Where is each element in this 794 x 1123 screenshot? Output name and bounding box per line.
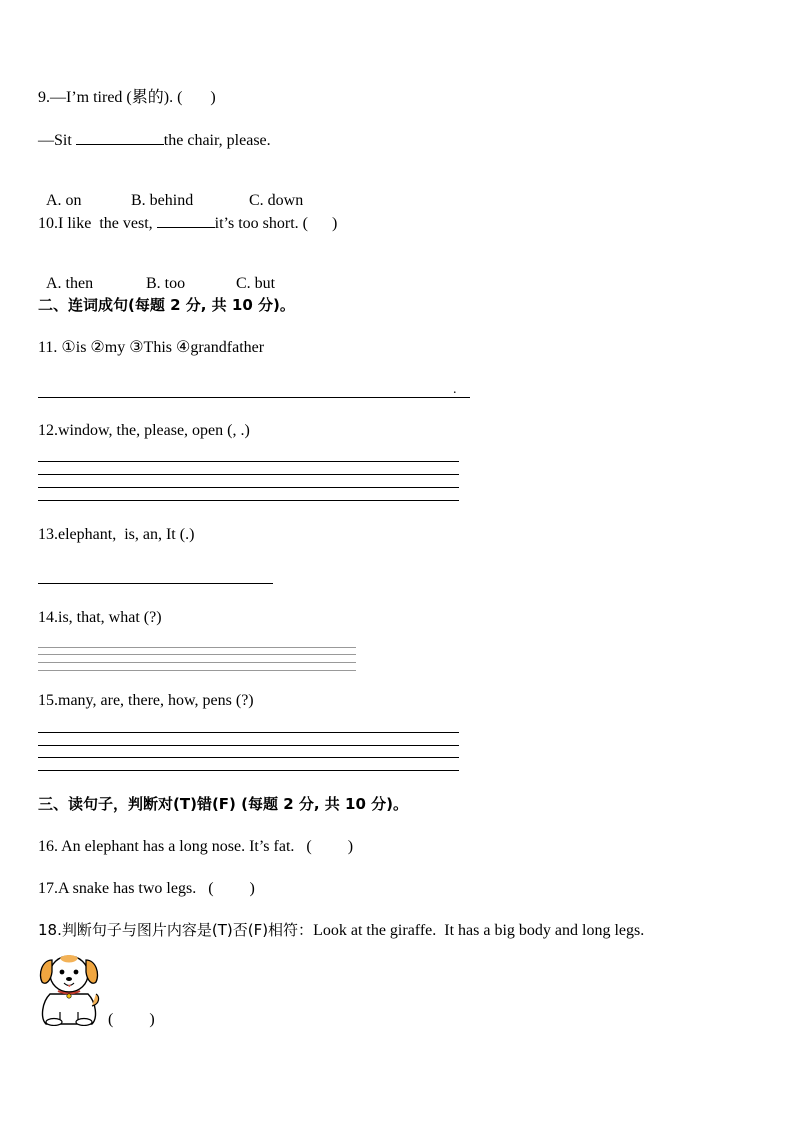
q13-prompt: 13.elephant, is, an, It (.) (38, 526, 195, 543)
q16-prompt: 16. An elephant has a long nose. It’s fat. ( ) (38, 838, 354, 855)
q15-answer-line-2[interactable] (38, 745, 459, 746)
q11-prompt: 11. ①is ②my ③This ④grandfather (38, 339, 265, 356)
q17-prompt: 17.A snake has two legs. ( ) (38, 880, 255, 897)
q10-blank[interactable] (157, 213, 215, 228)
q9-response-post: the chair, please. (163, 132, 271, 149)
section-2-title: 二、连词成句(每题 2 分, 共 10 分)。 (38, 296, 295, 314)
q9-response-pre: —Sit (38, 132, 76, 149)
q15-answer-line-4[interactable] (38, 770, 459, 771)
q9-option-b[interactable]: B. behind (131, 192, 194, 209)
q14-answer-line-4[interactable] (38, 670, 356, 671)
q18-answer-bracket[interactable]: ( ) (108, 1011, 155, 1028)
q10-option-b[interactable]: B. too (146, 275, 186, 292)
q11-period: . (453, 382, 457, 397)
q11-answer-line[interactable] (38, 397, 470, 398)
q10-post: it’s too short. ( ) (214, 215, 338, 232)
q15-prompt: 15.many, are, there, how, pens (?) (38, 692, 254, 709)
q9-option-a[interactable]: A. on (46, 192, 82, 209)
q10-options (38, 254, 275, 294)
q12-answer-line-1[interactable] (38, 461, 459, 462)
q18-prompt-cn: 18.判断句子与图片内容是(T)否(F)相符： (38, 921, 314, 939)
q14-answer-line-1[interactable] (38, 647, 356, 648)
q9-prompt: 9.—I’m tired (累的). ( ) (38, 89, 216, 106)
q14-answer-line-2[interactable] (38, 654, 356, 655)
q10-prompt (38, 213, 337, 234)
q15-answer-line-3[interactable] (38, 757, 459, 758)
q9-response (38, 130, 271, 151)
q12-prompt: 12.window, the, please, open (, .) (38, 422, 250, 439)
q14-answer-line-3[interactable] (38, 662, 356, 663)
q10-option-c[interactable]: C. but (236, 275, 276, 292)
q9-options (38, 171, 303, 211)
q12-answer-line-2[interactable] (38, 474, 459, 475)
q14-prompt: 14.is, that, what (?) (38, 609, 162, 626)
q9-blank[interactable] (76, 130, 164, 145)
q15-answer-line-1[interactable] (38, 732, 459, 733)
q10-pre: 10.I like the vest, (38, 215, 157, 232)
q12-answer-line-3[interactable] (38, 487, 459, 488)
q18-prompt-en: Look at the giraffe. It has a big body and long legs. (313, 922, 645, 939)
q13-answer-line[interactable] (38, 583, 273, 584)
q10-option-a[interactable]: A. then (46, 275, 94, 292)
q12-answer-line-4[interactable] (38, 500, 459, 501)
puppy-icon (36, 950, 102, 1026)
q9-option-c[interactable]: C. down (249, 192, 304, 209)
q18-prompt (38, 920, 644, 941)
section-3-title: 三、读句子，判断对(T)错(F) (每题 2 分, 共 10 分)。 (38, 795, 408, 813)
